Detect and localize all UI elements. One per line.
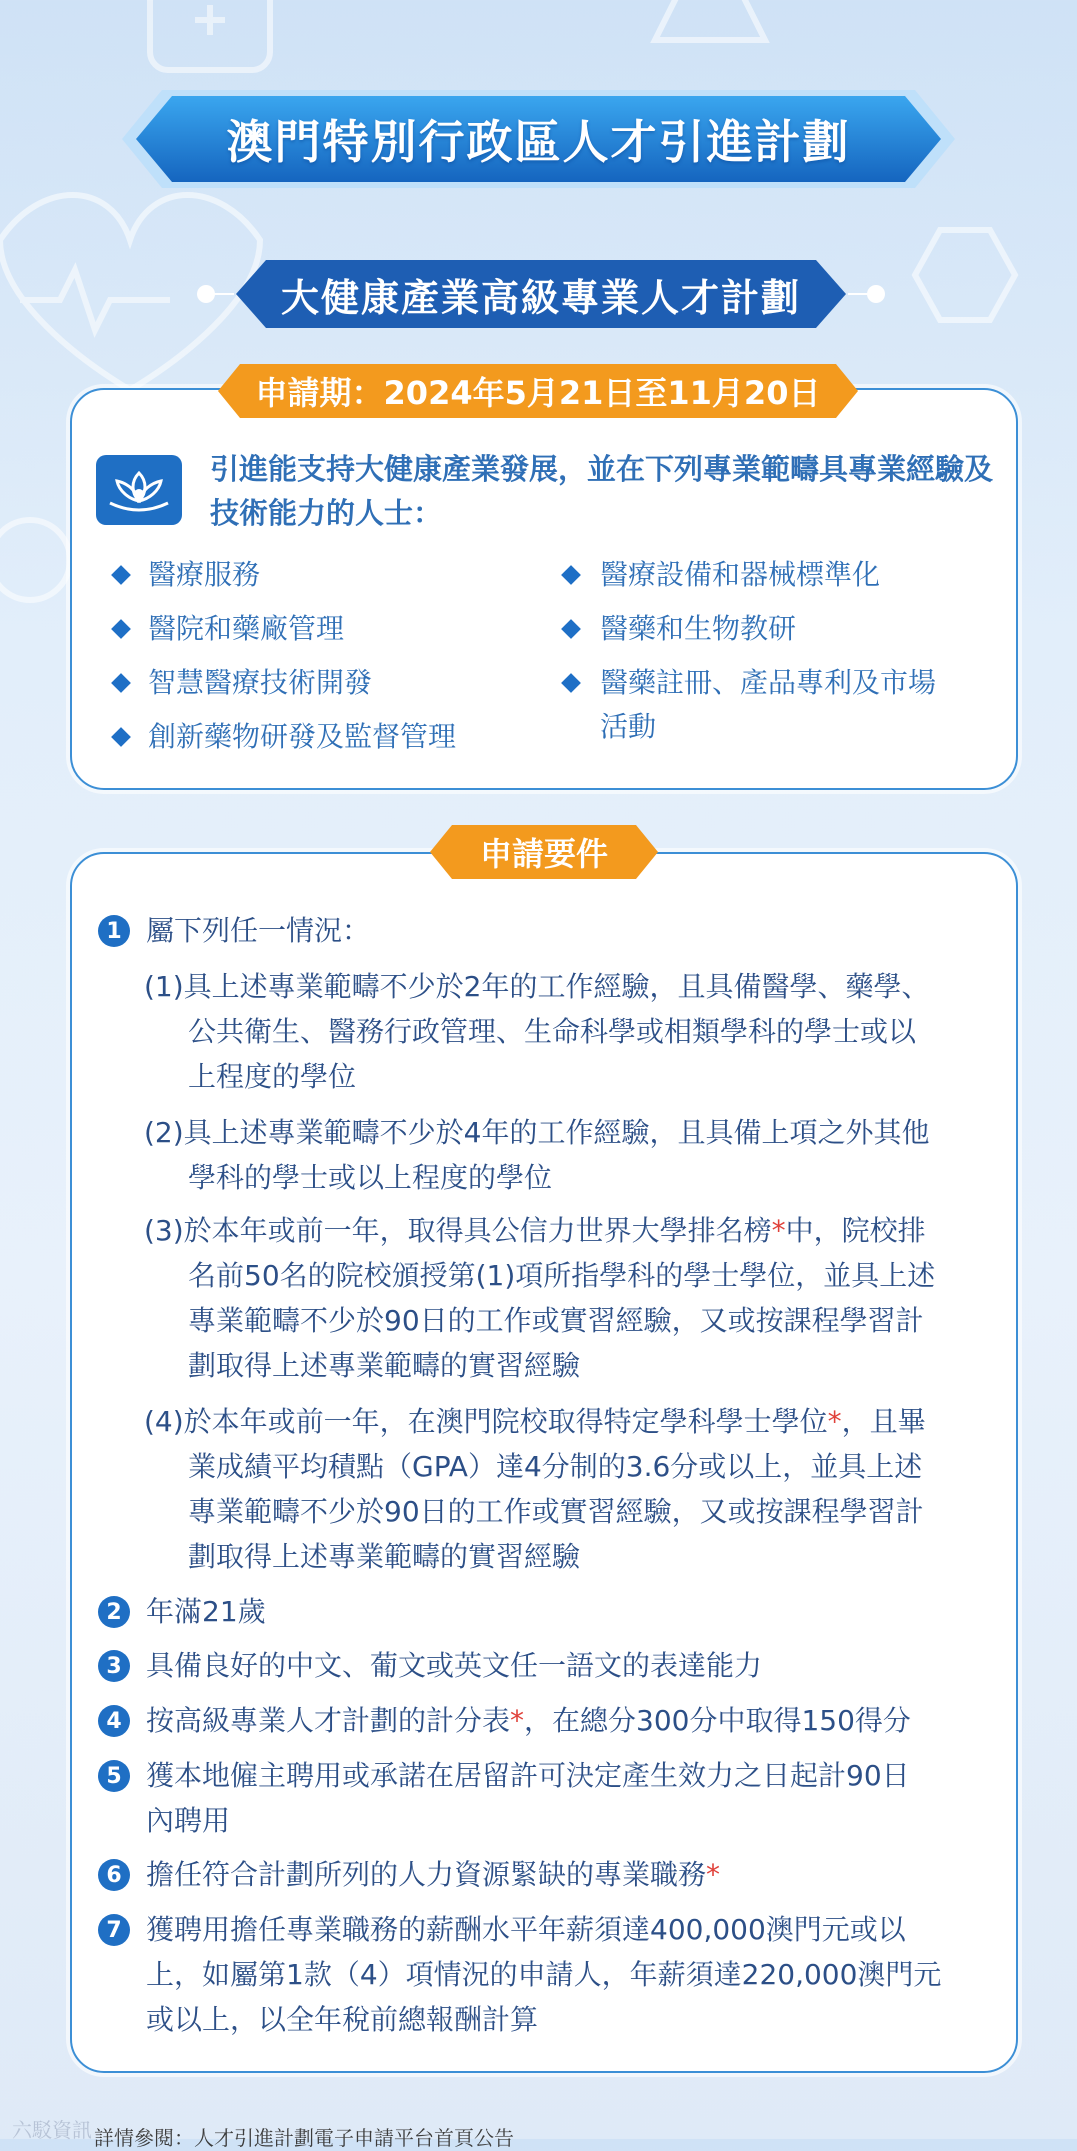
sub-item-1-line: 上程度的學位 xyxy=(188,1060,357,1093)
requirement-6-text: 擔任符合計劃所列的人力資源緊缺的專業職務 xyxy=(146,1858,707,1891)
field-item: 醫藥和生物教研 xyxy=(600,612,797,645)
asterisk-mark: * xyxy=(510,1704,525,1737)
number-badge-4: 4 xyxy=(98,1705,130,1737)
asterisk-mark: * xyxy=(706,1858,721,1891)
sub-item-1 xyxy=(144,964,990,1099)
requirement-5-line: 獲本地僱主聘用或承諾在居留許可決定產生效力之日起計90日 xyxy=(146,1759,910,1792)
sub-item-2-line: (2)具上述專業範疇不少於4年的工作經驗，且具備上項之外其他 xyxy=(144,1116,930,1149)
lotus-icon-glyph xyxy=(96,455,182,525)
sub-item-2-line: 學科的學士或以上程度的學位 xyxy=(188,1161,553,1194)
requirement-5 xyxy=(146,1753,1006,1843)
sub-item-3 xyxy=(144,1208,990,1388)
field-item: 活動 xyxy=(600,710,657,743)
sub-item-4-line: 專業範疇不少於90日的工作或實習經驗，又或按課程學習計 xyxy=(188,1495,924,1528)
title-banner xyxy=(122,86,955,192)
sub-item-1-line: (1)具上述專業範疇不少於2年的工作經驗，且具備醫學、藥學、 xyxy=(144,970,930,1003)
subtitle-banner xyxy=(196,258,886,330)
requirement-2: 年滿21歲 xyxy=(146,1595,266,1628)
watermark: 六駁資訊 xyxy=(12,2118,92,2142)
sub-item-2 xyxy=(144,1110,990,1200)
requirement-4-text-a: 按高級專業人才計劃的計分表 xyxy=(146,1704,511,1737)
requirements-label: 申請要件 xyxy=(479,835,608,873)
subtitle: 大健康產業高級專業人才計劃 xyxy=(280,275,801,320)
requirements-tag xyxy=(430,825,658,879)
sub-item-3-text-a: (3)於本年或前一年，取得具公信力世界大學排名榜 xyxy=(144,1214,772,1247)
sub-item-4-text-a: (4)於本年或前一年，在澳門院校取得特定學科學士學位 xyxy=(144,1405,828,1438)
field-item: 醫院和藥廠管理 xyxy=(148,612,345,645)
number-badge-3: 3 xyxy=(98,1650,130,1682)
page-title: 澳門特別行政區人才引進計劃 xyxy=(226,115,851,169)
sub-item-4-text-b: ，且畢 xyxy=(841,1405,926,1438)
requirement-7-line: 上，如屬第1款（4）項情況的申請人，年薪須達220,000澳門元 xyxy=(146,1958,942,1991)
sub-item-4-line xyxy=(144,1399,990,1444)
sub-item-4-line: 劃取得上述專業範疇的實習經驗 xyxy=(188,1540,581,1573)
footer-note: 詳情參閱：人才引進計劃電子申請平台首頁公告 xyxy=(94,2126,514,2150)
sub-item-1-line: 公共衛生、醫務行政管理、生命科學或相類學科的學士或以 xyxy=(188,1015,917,1048)
requirement-6 xyxy=(146,1852,720,1897)
lotus-icon xyxy=(96,455,182,525)
requirement-7-line: 或以上，以全年稅前總報酬計算 xyxy=(146,2003,539,2036)
requirement-4 xyxy=(146,1698,911,1743)
requirement-7-line: 獲聘用擔任專業職務的薪酬水平年薪須達400,000澳門元或以 xyxy=(146,1913,906,1946)
field-item: 智慧醫療技術開發 xyxy=(148,666,373,699)
requirement-5-line: 內聘用 xyxy=(146,1804,231,1837)
requirement-3: 具備良好的中文、葡文或英文任一語文的表達能力 xyxy=(146,1649,763,1682)
sub-item-3-line xyxy=(144,1208,990,1253)
field-item: 創新藥物研發及監督管理 xyxy=(148,720,457,753)
number-badge-7: 7 xyxy=(98,1914,130,1946)
number-badge-6: 6 xyxy=(98,1859,130,1891)
number-badge-5: 5 xyxy=(98,1760,130,1792)
application-period: 申請期：2024年5月21日至11月20日 xyxy=(255,374,821,412)
requirement-7 xyxy=(146,1907,1006,2042)
number-badge-2: 2 xyxy=(98,1596,130,1628)
sub-item-3-line: 劃取得上述專業範疇的實習經驗 xyxy=(188,1349,581,1382)
field-item: 醫療服務 xyxy=(148,558,261,591)
number-badge-1: 1 xyxy=(98,915,130,947)
sub-item-4 xyxy=(144,1399,990,1579)
requirement-1: 屬下列任一情況： xyxy=(146,914,371,947)
field-item: 醫療設備和器械標準化 xyxy=(600,558,881,591)
requirement-4-text-b: ，在總分300分中取得150得分 xyxy=(524,1704,911,1737)
sub-item-3-line: 專業範疇不少於90日的工作或實習經驗，又或按課程學習計 xyxy=(188,1304,924,1337)
asterisk-mark: * xyxy=(771,1214,786,1247)
sub-item-3-text-b: 中，院校排 xyxy=(785,1214,926,1247)
sub-item-3-line: 名前50名的院校頒授第(1)項所指學科的學士學位，並具上述 xyxy=(188,1259,936,1292)
field-item: 醫藥註冊、產品專利及市場 xyxy=(600,666,937,699)
intro-text: 引進能支持大健康產業發展，並在下列專業範疇具專業經驗及技術能力的人士： xyxy=(210,452,994,530)
application-period-tag xyxy=(218,364,858,418)
sub-item-4-line: 業成績平均積點（GPA）達4分制的3.6分或以上，並具上述 xyxy=(188,1450,923,1483)
asterisk-mark: * xyxy=(827,1405,842,1438)
